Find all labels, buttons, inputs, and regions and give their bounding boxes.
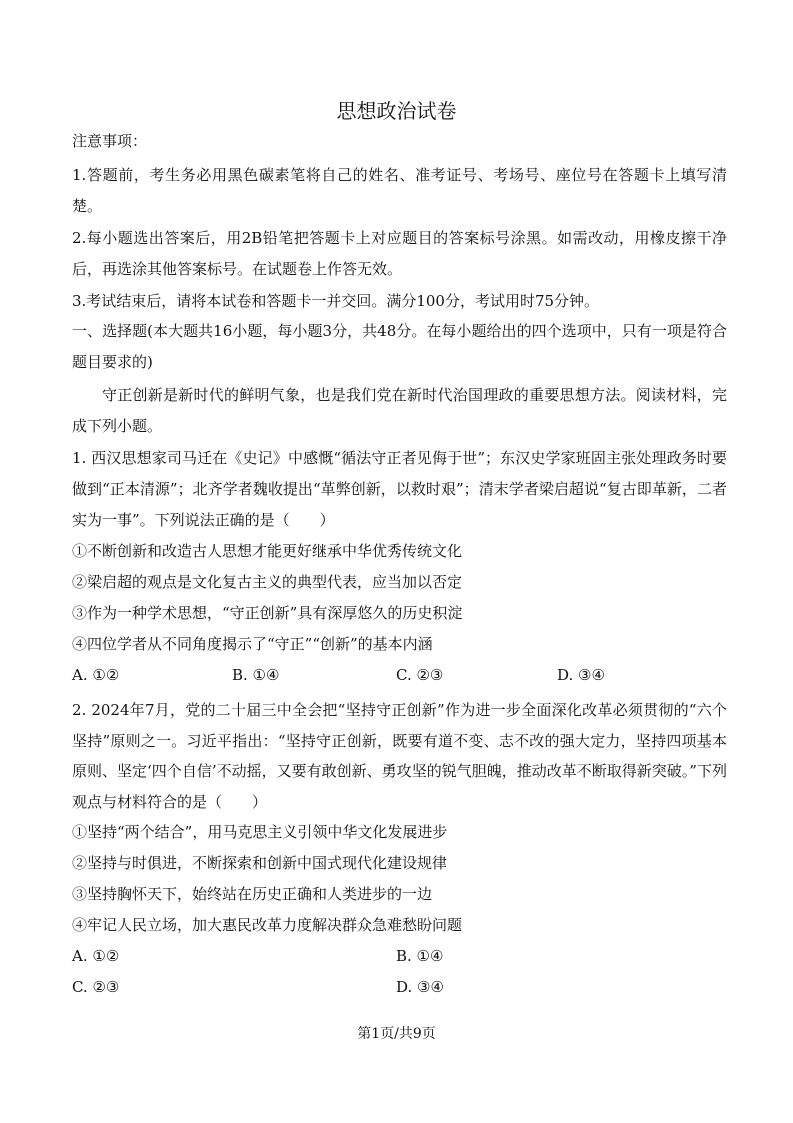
notice-item-1: 1.答题前，考生务必用黑色碳素笔将自己的姓名、准考证号、考场号、座位号在答题卡上填写清楚。 (72, 166, 727, 215)
notice-item-2: 2.每小题选出答案后，用2B铅笔把答题卡上对应题目的答案标号涂黑。如需改动，用橡皮擦干净后，再选涂其他答案标号。在试题卷上作答无效。 (72, 229, 727, 278)
question-2-option-c[interactable]: C. ②③ (72, 978, 120, 996)
question-1-option-c[interactable]: C. ②③ (396, 666, 444, 684)
question-1-statement-2: ②梁启超的观点是文化复古主义的典型代表，应当加以否定 (72, 573, 463, 591)
question-1-options (72, 665, 727, 685)
question-2-option-a[interactable]: A. ①② (72, 947, 120, 965)
notice-heading: 注意事项： (72, 132, 148, 150)
question-2-option-b[interactable]: B. ①④ (396, 947, 444, 965)
passage-intro: 守正创新是新时代的鲜明气象，也是我们党在新时代治国理政的重要思想方法。阅读材料，完成下列小题。 (72, 386, 727, 435)
question-2-option-d[interactable]: D. ③④ (396, 978, 444, 996)
question-2-statement-4: ④牢记人民立场，加大惠民改革力度解决群众急难愁盼问题 (72, 916, 463, 934)
question-2-options-row-1 (72, 946, 727, 966)
question-1-option-b[interactable]: B. ①④ (232, 666, 280, 684)
page-footer: 第1页/共9页 (357, 1026, 436, 1042)
notice-item-3: 3.考试结束后，请将本试卷和答题卡一并交回。满分100分，考试用时75分钟。 (72, 292, 600, 310)
question-1-statement-4: ④四位学者从不同角度揭示了“守正”“创新”的基本内涵 (72, 635, 433, 653)
section-heading: 一、选择题(本大题共16小题，每小题3分，共48分。在每小题给出的四个选项中，只有一项是符合题目要求的) (72, 322, 727, 371)
question-1-stem: 1. 西汉思想家司马迁在《史记》中感慨“循法守正者见侮于世”；东汉史学家班固主张处理政务时要做到“正本清源”；北齐学者魏收提出“革弊创新，以救时艰”；清末学者梁启超说“复古即革新，二者实为一事”。下列说法正确的是（ ） (72, 449, 727, 529)
question-1-statement-3: ③作为一种学术思想，“守正创新”具有深厚悠久的历史积淀 (72, 604, 463, 622)
exam-title: 思想政治试卷 (336, 99, 457, 123)
question-2-statement-3: ③坚持胸怀天下，始终站在历史正确和人类进步的一边 (72, 885, 433, 903)
question-1-option-d[interactable]: D. ③④ (557, 666, 605, 684)
question-2-options-row-2 (72, 977, 727, 997)
question-2-statement-1: ①坚持“两个结合”，用马克思主义引领中华文化发展进步 (72, 823, 448, 841)
question-2-statement-2: ②坚持与时俱进，不断探索和创新中国式现代化建设规律 (72, 854, 448, 872)
question-1-statement-1: ①不断创新和改造古人思想才能更好继承中华优秀传统文化 (72, 542, 463, 560)
question-1-option-a[interactable]: A. ①② (72, 666, 120, 684)
question-2-stem: 2. 2024年7月，党的二十届三中全会把“坚持守正创新”作为进一步全面深化改革必须贯彻的“六个坚持”原则之一。习近平指出：“坚持守正创新，既要有道不变、志不改的强大定力，坚持四项基本原则、坚定‘四个自信’不动摇，又要有敢创新、勇攻坚的锐气胆魄，推动改革不断取得新突破。”下列观点与材料符合的是（ ） (72, 701, 727, 811)
